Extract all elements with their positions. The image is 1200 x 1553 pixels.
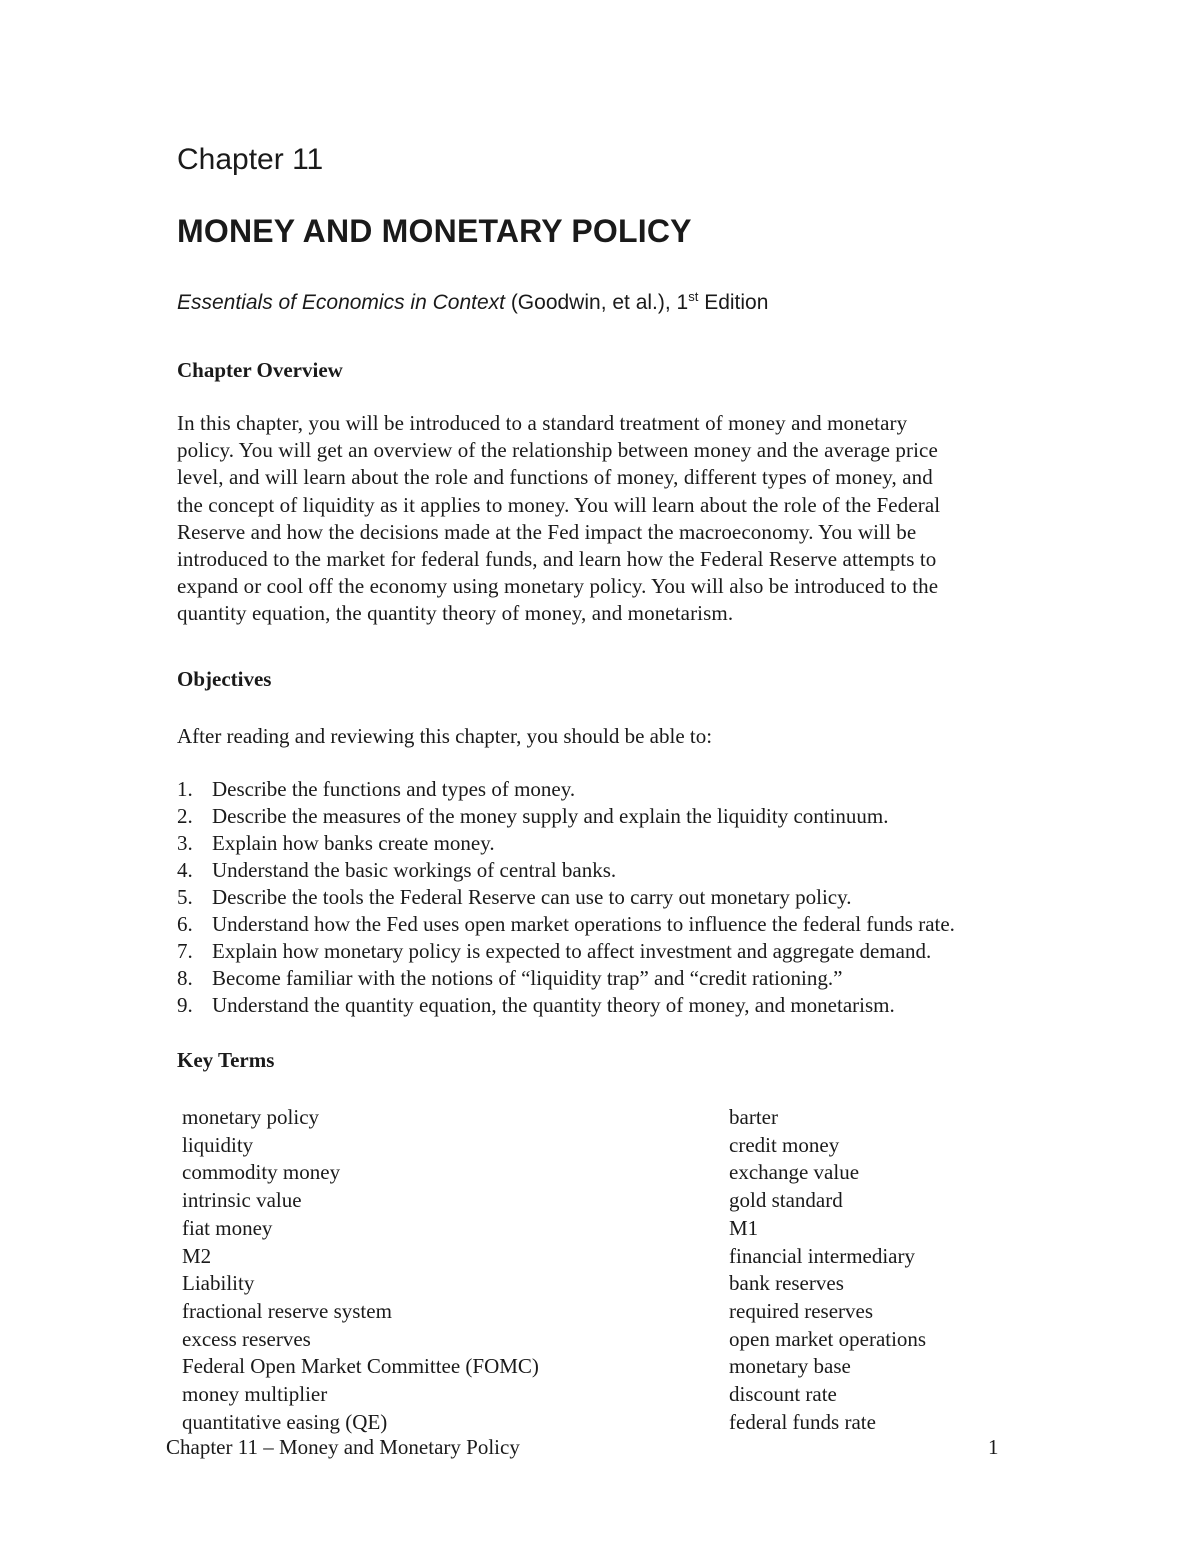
objectives-list (177, 776, 955, 1019)
key-term: fiat money (182, 1215, 273, 1240)
textbook-reference (177, 290, 768, 316)
overview-line: level, and will learn about the role and functions of money, different types of money, and (177, 465, 933, 490)
chapter-label: Chapter 11 (177, 143, 324, 176)
objective-number: 8. (177, 966, 193, 990)
objective-item (177, 803, 955, 830)
key-term: financial intermediary (729, 1243, 915, 1268)
key-term: required reserves (729, 1298, 874, 1323)
objective-item (177, 992, 955, 1019)
objective-text: Describe the functions and types of money. (212, 777, 576, 801)
objective-item (177, 965, 955, 992)
textbook-title: Essentials of Economics in Context (177, 291, 505, 314)
key-term: money multiplier (182, 1382, 328, 1407)
key-term: M2 (182, 1243, 212, 1268)
objective-number: 2. (177, 804, 193, 828)
edition-superscript: st (688, 289, 699, 304)
key-term: liquidity (182, 1132, 254, 1157)
key-term: discount rate (729, 1382, 837, 1407)
key-terms-right-column (729, 1104, 926, 1436)
key-term: quantitative easing (QE) (182, 1409, 388, 1434)
objective-text: Explain how banks create money. (212, 831, 495, 855)
chapter-title: MONEY AND MONETARY POLICY (177, 213, 692, 249)
objective-text: Understand the quantity equation, the quantity theory of money, and monetarism. (212, 993, 895, 1017)
key-term: monetary policy (182, 1105, 320, 1129)
edition-label: Edition (698, 291, 769, 314)
key-term: commodity money (182, 1160, 341, 1185)
key-term: federal funds rate (729, 1409, 876, 1434)
objective-number: 6. (177, 912, 193, 936)
objective-text: Understand the basic workings of central banks. (212, 858, 617, 882)
overview-line: quantity equation, the quantity theory of money, and monetarism. (177, 601, 734, 626)
objective-item (177, 911, 955, 938)
key-term: excess reserves (182, 1326, 311, 1351)
key-term: credit money (729, 1132, 840, 1157)
objectives-heading: Objectives (177, 667, 272, 691)
key-term: fractional reserve system (182, 1298, 392, 1323)
objective-text: Explain how monetary policy is expected to affect investment and aggregate demand. (212, 939, 932, 963)
objective-number: 9. (177, 993, 193, 1017)
objective-text: Describe the measures of the money supply and explain the liquidity continuum. (212, 804, 889, 828)
objective-number: 5. (177, 885, 193, 909)
key-term: exchange value (729, 1160, 860, 1185)
objective-item (177, 884, 955, 911)
objective-number: 3. (177, 831, 193, 855)
page-number: 1 (988, 1435, 999, 1459)
overview-line: Reserve and how the decisions made at the Fed impact the macroeconomy. You will be (177, 519, 917, 544)
objective-text: Become familiar with the notions of “liquidity trap” and “credit rationing.” (212, 966, 843, 990)
overview-line: In this chapter, you will be introduced to a standard treatment of money and monetary (177, 411, 908, 435)
overview-line: expand or cool off the economy using monetary policy. You will also be introduced to the (177, 574, 939, 599)
key-term: Federal Open Market Committee (FOMC) (182, 1354, 539, 1379)
objective-number: 1. (177, 777, 193, 801)
overview-line: policy. You will get an overview of the relationship between money and the average price (177, 438, 938, 463)
overview-paragraph (177, 410, 1057, 628)
objective-item (177, 830, 955, 857)
key-terms-heading: Key Terms (177, 1048, 275, 1072)
objective-item (177, 776, 955, 803)
key-term: monetary base (729, 1354, 851, 1379)
key-terms-left-column (182, 1104, 539, 1436)
overview-heading: Chapter Overview (177, 358, 343, 382)
key-term: open market operations (729, 1326, 927, 1351)
objective-text: Describe the tools the Federal Reserve can use to carry out monetary policy. (212, 885, 852, 909)
objective-number: 7. (177, 939, 193, 963)
key-term: M1 (729, 1215, 759, 1240)
key-term: barter (729, 1105, 778, 1129)
footer-title: Chapter 11 – Money and Monetary Policy (166, 1435, 520, 1459)
objective-text: Understand how the Fed uses open market operations to influence the federal funds rate. (212, 912, 955, 936)
objective-item (177, 857, 955, 884)
key-term: gold standard (729, 1188, 843, 1213)
overview-line: introduced to the market for federal funds, and learn how the Federal Reserve attempts to (177, 547, 937, 572)
textbook-authors: (Goodwin, et al.), 1 (504, 291, 689, 314)
key-term: Liability (182, 1271, 255, 1296)
objectives-intro: After reading and reviewing this chapter, you should be able to: (177, 724, 713, 748)
objective-number: 4. (177, 858, 193, 882)
objective-item (177, 938, 955, 965)
overview-line: the concept of liquidity as it applies to money. You will learn about the role of the Federal (177, 492, 941, 517)
key-term: bank reserves (729, 1271, 844, 1296)
key-term: intrinsic value (182, 1188, 302, 1213)
